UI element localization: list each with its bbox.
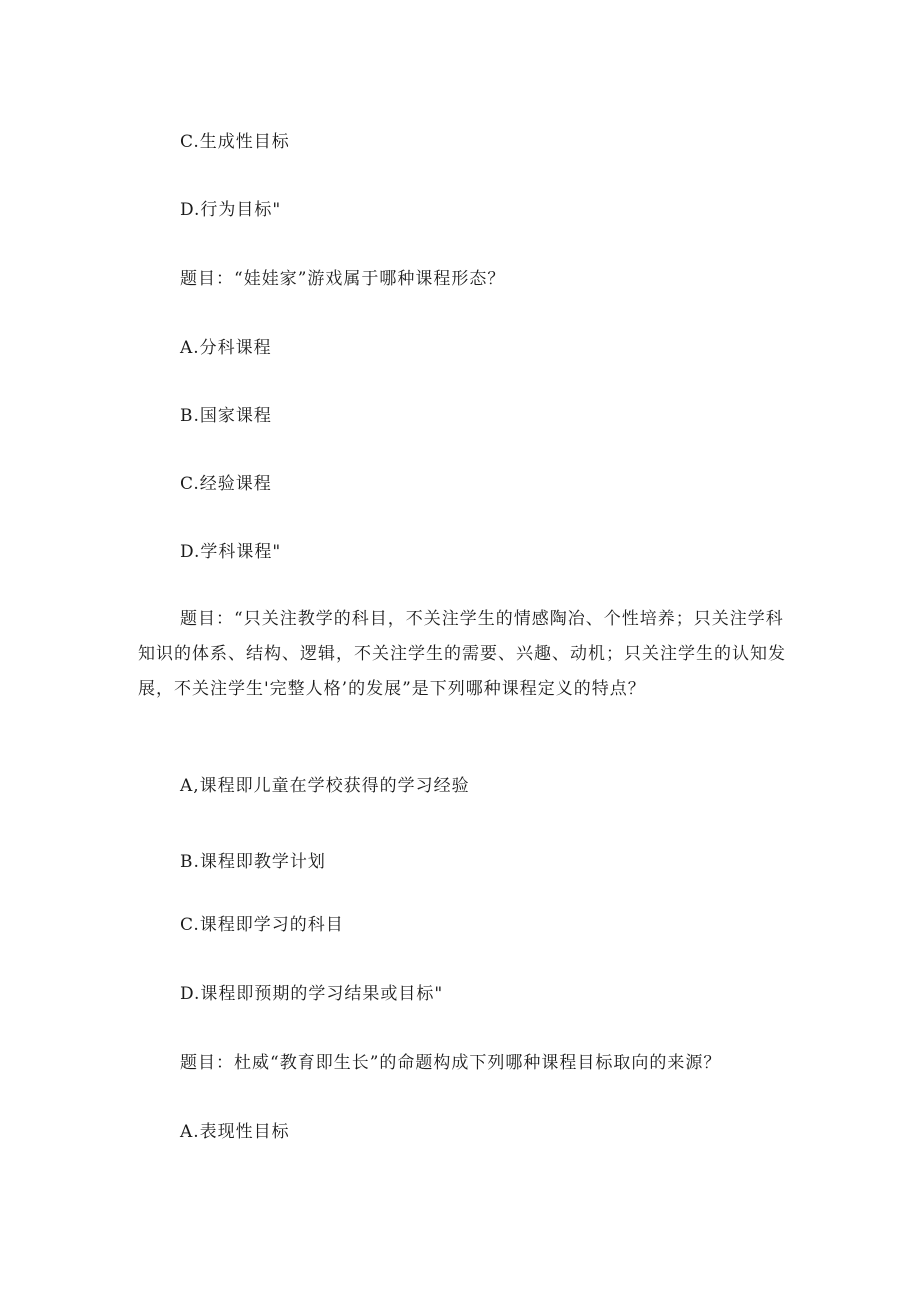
q2-option-a: A,课程即儿童在学校获得的学习经验 xyxy=(180,776,470,796)
q1-option-b: B.国家课程 xyxy=(180,406,272,426)
q3-option-a: A.表现性目标 xyxy=(180,1122,290,1142)
q2-option-d: D.课程即预期的学习结果或目标" xyxy=(180,984,444,1004)
q0-option-d: D.行为目标" xyxy=(180,200,282,220)
q1-option-a: A.分科课程 xyxy=(180,338,272,358)
q0-option-c: C.生成性目标 xyxy=(180,132,290,152)
q2-question: 题目：“只关注教学的科目，不关注学生的情感陶冶、个性培养；只关注学科知识的体系、结构、逻辑，不关注学生的需要、兴趣、动机；只关注学生的认知发展，不关注学生'完整人格’的发展”是下列哪种课程定义的特点？ xyxy=(138,609,786,699)
q3-question: 题目：杜威“教育即生长”的命题构成下列哪种课程目标取向的来源？ xyxy=(180,1053,722,1073)
q2-option-c: C.课程即学习的科目 xyxy=(180,915,344,935)
q2-option-b: B.课程即教学计划 xyxy=(180,852,326,872)
q1-question: 题目：“娃娃家”游戏属于哪种课程形态？ xyxy=(180,269,506,289)
q1-option-d: D.学科课程" xyxy=(180,542,282,562)
q1-option-c: C.经验课程 xyxy=(180,474,272,494)
